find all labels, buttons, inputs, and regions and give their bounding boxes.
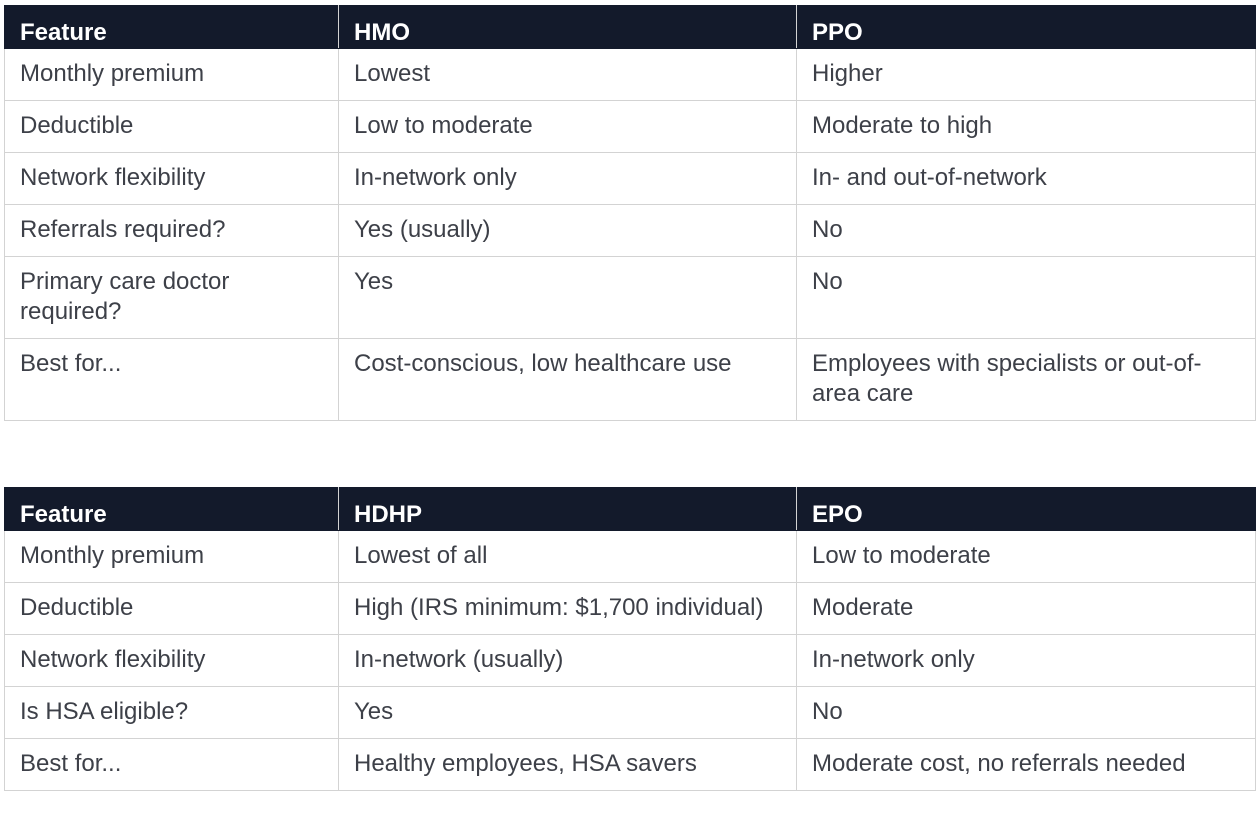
table-cell: No — [797, 687, 1256, 739]
table-cell: Moderate cost, no referrals needed — [797, 739, 1256, 791]
table-cell: Best for... — [5, 739, 339, 791]
table-header-row — [5, 6, 1256, 49]
table-row — [5, 257, 1256, 339]
table-cell: Moderate to high — [797, 101, 1256, 153]
table-cell: In-network only — [797, 635, 1256, 687]
table-cell: High (IRS minimum: $1,700 individual) — [339, 583, 797, 635]
table-cell: No — [797, 205, 1256, 257]
table-row — [5, 205, 1256, 257]
table-cell: Low to moderate — [339, 101, 797, 153]
table-cell: Lowest — [339, 49, 797, 101]
table-cell: Deductible — [5, 583, 339, 635]
plan-comparison-table-hmo-ppo — [4, 5, 1256, 421]
table-header-row — [5, 488, 1256, 531]
table-cell: Cost-conscious, low healthcare use — [339, 339, 797, 421]
table-cell: In-network (usually) — [339, 635, 797, 687]
table-cell: Moderate — [797, 583, 1256, 635]
table-row — [5, 49, 1256, 101]
table-cell: Primary care doctor required? — [5, 257, 339, 339]
table-cell: Network flexibility — [5, 635, 339, 687]
table-cell: Employees with specialists or out-of-area care — [797, 339, 1256, 421]
table-row — [5, 635, 1256, 687]
table-cell: Healthy employees, HSA savers — [339, 739, 797, 791]
table-row — [5, 583, 1256, 635]
table-row — [5, 687, 1256, 739]
header-cell: HMO — [339, 6, 797, 49]
header-cell: Feature — [5, 488, 339, 531]
table-cell: Higher — [797, 49, 1256, 101]
table-row — [5, 739, 1256, 791]
table-cell: In- and out-of-network — [797, 153, 1256, 205]
table-cell: Network flexibility — [5, 153, 339, 205]
table-cell: Monthly premium — [5, 531, 339, 583]
table-row — [5, 339, 1256, 421]
header-cell: EPO — [797, 488, 1256, 531]
table-cell: Referrals required? — [5, 205, 339, 257]
table-row — [5, 531, 1256, 583]
table-row — [5, 101, 1256, 153]
table-cell: No — [797, 257, 1256, 339]
header-cell: PPO — [797, 6, 1256, 49]
table-cell: Monthly premium — [5, 49, 339, 101]
table-cell: Low to moderate — [797, 531, 1256, 583]
table-cell: Deductible — [5, 101, 339, 153]
table-cell: Lowest of all — [339, 531, 797, 583]
plan-comparison-table-hdhp-epo — [4, 487, 1256, 791]
table-cell: In-network only — [339, 153, 797, 205]
table-cell: Yes — [339, 687, 797, 739]
table-cell: Yes — [339, 257, 797, 339]
header-cell: HDHP — [339, 488, 797, 531]
table-cell: Is HSA eligible? — [5, 687, 339, 739]
table-cell: Best for... — [5, 339, 339, 421]
table-cell: Yes (usually) — [339, 205, 797, 257]
table-row — [5, 153, 1256, 205]
header-cell: Feature — [5, 6, 339, 49]
